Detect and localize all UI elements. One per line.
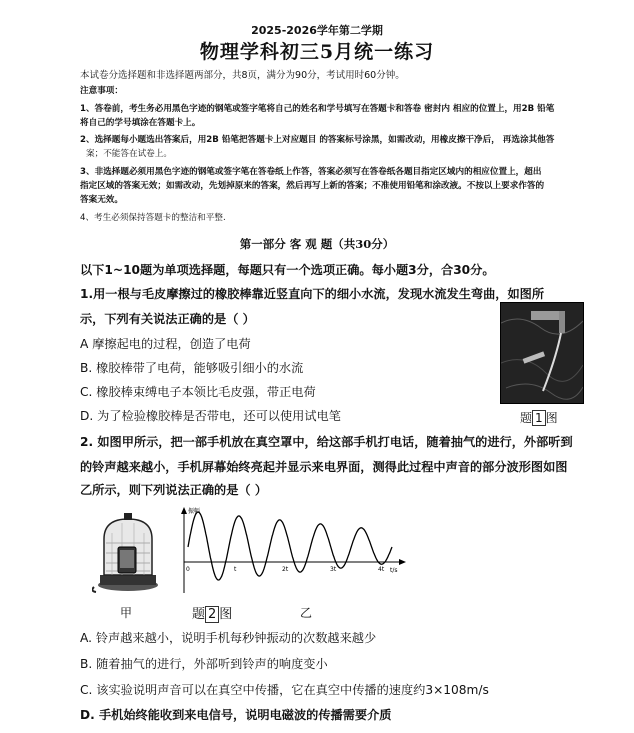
note-3-line-1: 3、非选择题必须用黑色字迹的钢笔或签字笔在答卷纸上作答，答案必须写在答卷纸各题目指定区域内的相应位置上，超出 <box>80 167 542 177</box>
note-1-line-2: 将自己的学号填涂在答题卡上。 <box>80 118 201 128</box>
wave-tick-label: 2t <box>282 566 289 573</box>
wave-tick-label: 3t <box>330 566 337 573</box>
figure-2-caption-post: 图 <box>219 607 233 622</box>
q1-stem-line-1: 1.用一根与毛皮摩擦过的橡胶棒靠近竖直向下的细小水流，发现水流发生弯曲，如图所 <box>80 287 545 301</box>
q2-stem-line-1: 2. 如图甲所示，把一部手机放在真空罩中，给这部手机打电话，随着抽气的进行，外部听到 <box>80 435 573 449</box>
water-stream-photo-icon <box>501 303 583 403</box>
wave-ylabel: 振幅 <box>188 508 201 515</box>
q2-option-c: C. 该实验说明声音可以在真空中传播，它在真空中传播的速度约3×108m/s <box>80 683 489 697</box>
q1-option-a: A 摩擦起电的过程，创造了电荷 <box>80 337 251 351</box>
q2-option-a: A. 铃声越来越小，说明手机每秒钟振动的次数越来越少 <box>80 631 377 645</box>
q2-stem-line-2: 的铃声越来越小，手机屏幕始终亮起并显示来电界面，测得此过程中声音的部分波形图如图 <box>80 460 568 474</box>
figure-1-caption <box>520 409 558 426</box>
wave-tick-label: 4t <box>378 566 385 573</box>
figure-2-bell-jar <box>92 513 164 593</box>
q2-option-b: B. 随着抽气的进行，外部听到铃声的响度变小 <box>80 657 328 671</box>
wave-tick-label: t <box>234 566 237 573</box>
q1-option-b: B. 橡胶棒带了电荷，能够吸引细小的水流 <box>80 361 304 375</box>
figure-1-caption-num: 1 <box>532 410 546 426</box>
q2-option-d: D. 手机始终能收到来电信号，说明电磁波的传播需要介质 <box>80 708 392 722</box>
figure-1-photo <box>500 302 584 404</box>
figure-2-caption-num: 2 <box>205 606 219 623</box>
waveform-chart <box>170 505 410 595</box>
figure-2-label-jia: 甲 <box>120 606 133 620</box>
figure-2-waveform <box>170 505 410 595</box>
exam-intro: 本试卷分选择题和非选择题两部分，共8页，满分为90分，考试用时60分钟。 <box>80 70 405 81</box>
figure-2-label-yi: 乙 <box>300 606 313 620</box>
notice-label: 注意事项： <box>80 86 123 96</box>
figure-1-caption-post: 图 <box>545 411 558 425</box>
wave-xlabel: t/s <box>390 567 398 574</box>
figure-1-caption-pre: 题 <box>520 411 533 425</box>
note-1-line-1: 1、答卷前，考生务必用黑色字迹的钢笔或签字笔将自己的姓名和学号填写在答题卡和答卷 密封内 相应的位置上，用2B 铅笔 <box>80 104 555 114</box>
section-title: 第一部分 客 观 题（共30分） <box>239 237 395 251</box>
note-3-line-3: 答案无效。 <box>80 195 123 205</box>
exam-year: 2025-2026学年第二学期 <box>251 24 383 37</box>
q1-option-d: D. 为了检验橡胶棒是否带电，还可以使用试电笔 <box>80 409 341 423</box>
bell-jar-icon <box>92 513 164 593</box>
note-2-line-2: 案；不能答在试卷上。 <box>86 149 172 159</box>
note-2-line-1: 2、选择题每小题选出答案后，用2B 铅笔把答题卡上对应题目 的答案标号涂黑，如需改动，用橡皮擦干净后， 再选涂其他答 <box>80 135 555 145</box>
note-4: 4、考生必须保持答题卡的整洁和平整. <box>80 213 226 223</box>
figure-2-caption-pre: 题 <box>192 607 206 622</box>
exam-title: 物理学科初三5月统一练习 <box>199 41 435 63</box>
instruction: 以下1~10题为单项选择题，每题只有一个选项正确。每小题3分，合30分。 <box>80 263 495 277</box>
q2-stem-line-3: 乙所示，则下列说法正确的是（ ） <box>80 483 268 497</box>
note-3-line-2: 指定区域的答案无效；如需改动，先划掉原来的答案，然后再写上新的答案；不准使用铅笔和涂改液。不按以上要求作答的 <box>80 181 545 191</box>
q1-stem-line-2: 示，下列有关说法正确的是（ ） <box>80 312 255 326</box>
q1-option-c: C. 橡胶棒束缚电子本领比毛皮强，带正电荷 <box>80 385 316 399</box>
wave-tick-label: 0 <box>186 566 190 573</box>
figure-2-caption <box>192 603 232 622</box>
